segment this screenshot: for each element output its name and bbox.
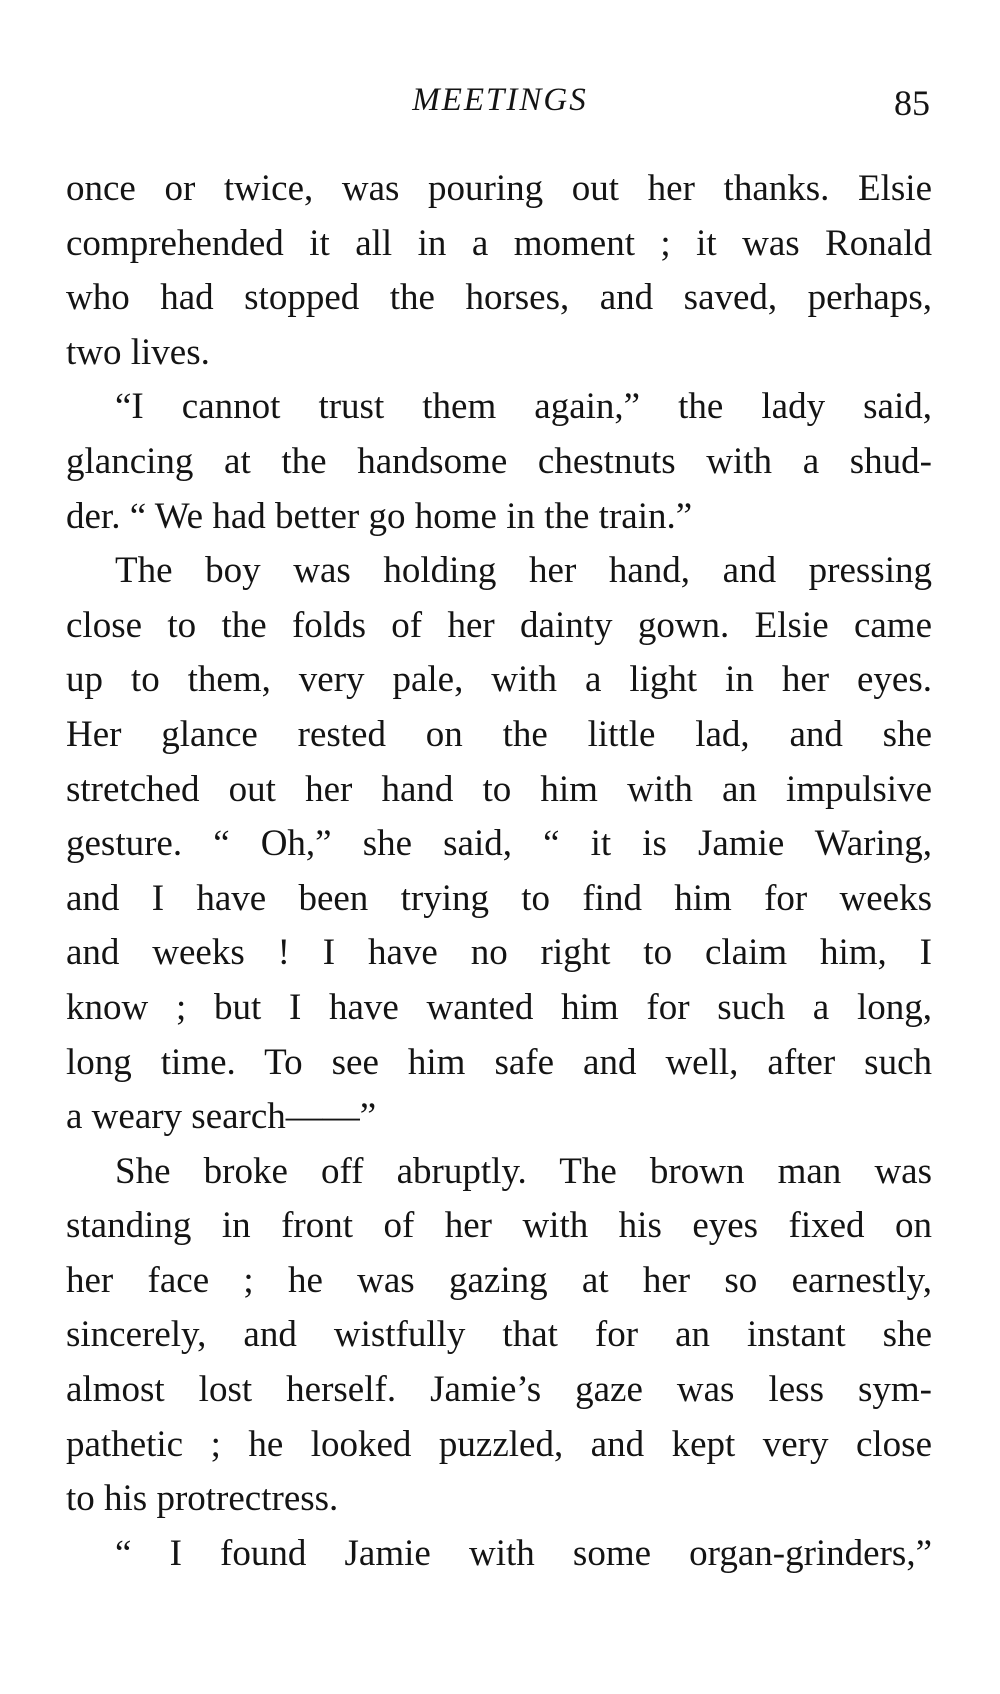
running-title: MEETINGS (412, 82, 588, 118)
running-head (66, 82, 934, 126)
text-line: almost lost herself. Jamie’s gaze was less sym- (66, 1369, 932, 1411)
text-line: and weeks ! I have no right to claim him, I (66, 932, 932, 974)
text-line: close to the folds of her dainty gown. Elsie came (66, 604, 932, 646)
text-line: Her glance rested on the little lad, and she (66, 713, 932, 755)
text-line: “ I found Jamie with some organ-grinders,” (115, 1532, 932, 1574)
text-line: and I have been trying to find him for weeks (66, 877, 932, 919)
text-line: She broke off abruptly. The brown man was (115, 1150, 932, 1192)
text-line: standing in front of her with his eyes fixed on (66, 1205, 932, 1247)
text-line: know ; but I have wanted him for such a long, (66, 986, 932, 1028)
text-line: long time. To see him safe and well, after such (66, 1041, 932, 1083)
text-line: stretched out her hand to him with an impulsive (66, 768, 932, 810)
body-text (66, 162, 932, 1581)
text-line: pathetic ; he looked puzzled, and kept very close (66, 1423, 932, 1465)
text-line: her face ; he was gazing at her so earnestly, (66, 1259, 932, 1301)
text-line: who had stopped the horses, and saved, perhaps, (66, 277, 932, 319)
text-line: sincerely, and wistfully that for an instant she (66, 1314, 932, 1356)
text-line: gesture. “ Oh,” she said, “ it is Jamie Waring, (66, 823, 932, 865)
text-line: The boy was holding her hand, and pressing (115, 550, 932, 592)
text-line: “I cannot trust them again,” the lady said, (115, 386, 932, 428)
text-line: a weary search——” (66, 1096, 377, 1138)
text-line: to his protrectress. (66, 1478, 339, 1520)
text-line: der. “ We had better go home in the train.” (66, 495, 693, 537)
text-line: up to them, very pale, with a light in her eyes. (66, 659, 932, 701)
text-line: once or twice, was pouring out her thanks. Elsie (66, 168, 932, 209)
text-line: two lives. (66, 331, 210, 373)
text-line: glancing at the handsome chestnuts with a shud- (66, 440, 932, 482)
page-number: 85 (894, 83, 930, 123)
text-line: comprehended it all in a moment ; it was Ronald (66, 222, 932, 264)
